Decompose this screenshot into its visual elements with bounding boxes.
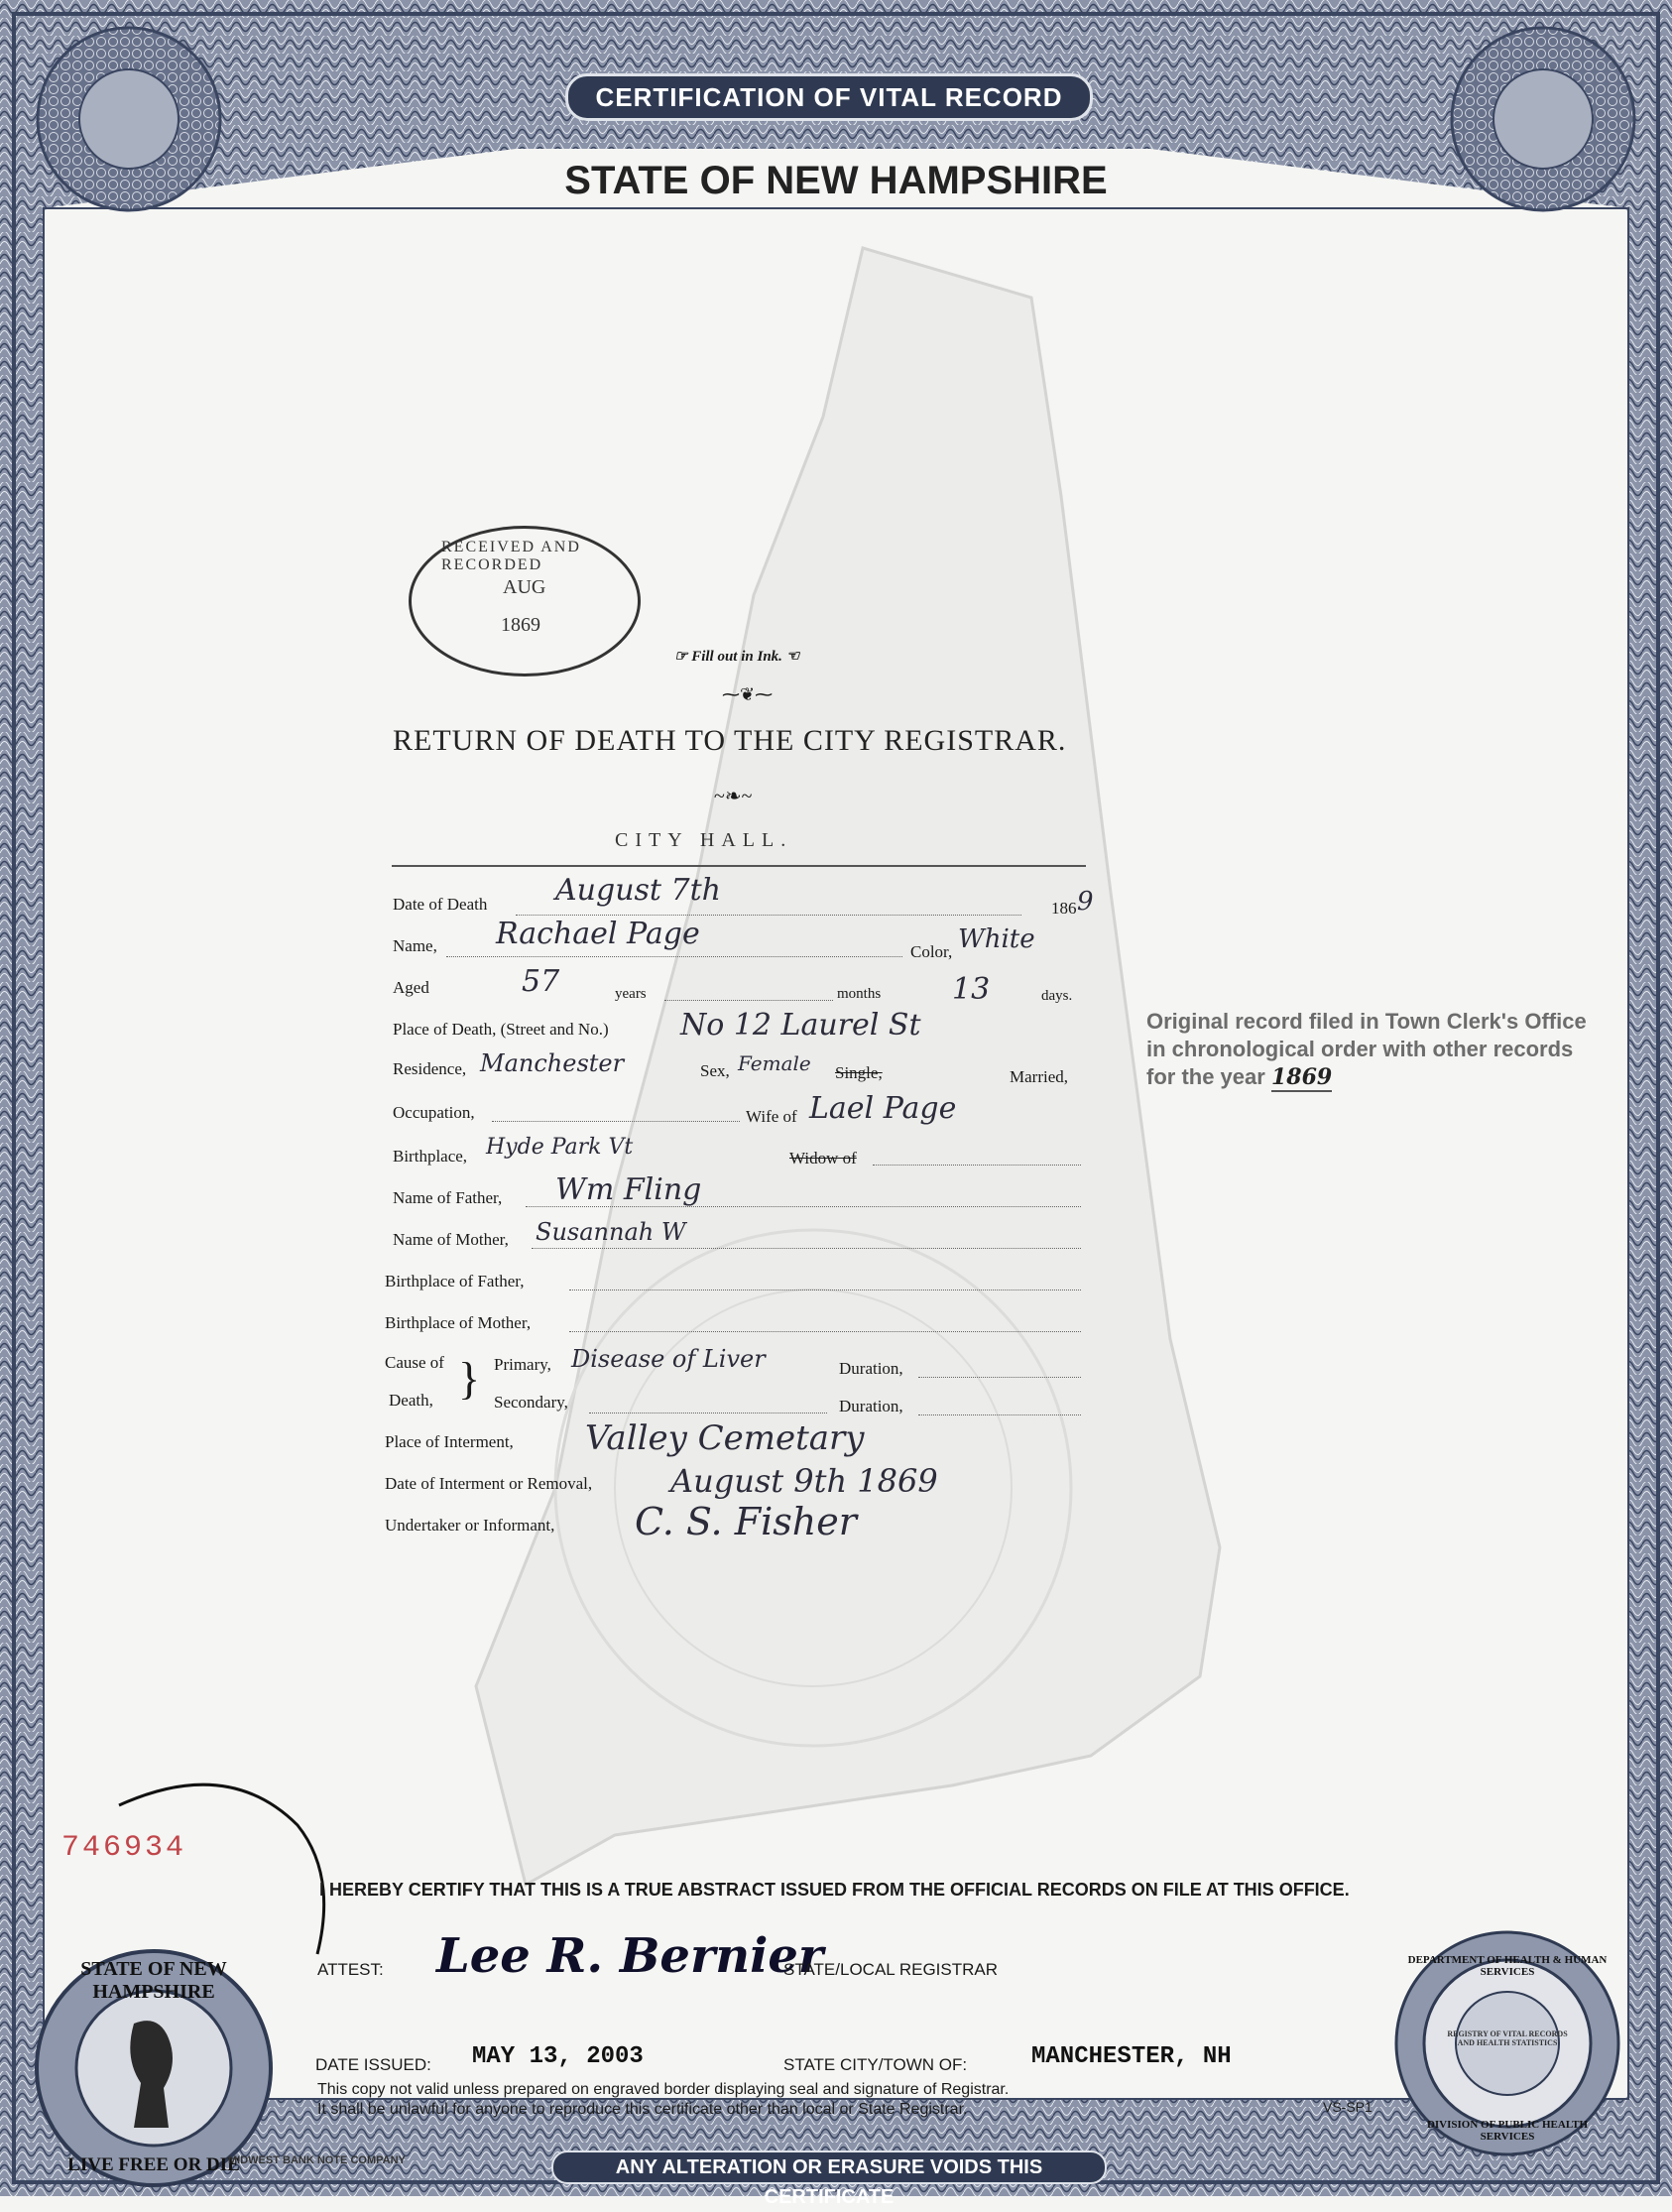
occupation-line: [492, 1121, 740, 1122]
undertaker-label: Undertaker or Informant,: [385, 1516, 555, 1535]
occupation-label: Occupation,: [393, 1103, 475, 1122]
stamp-text: RECEIVED AND RECORDED: [441, 539, 581, 573]
aged-label: Aged: [393, 978, 429, 997]
place-of-death-label: Place of Death, (Street and No.): [393, 1020, 609, 1039]
color-label: Color,: [910, 942, 953, 961]
date-issued-label: DATE ISSUED:: [315, 2055, 431, 2074]
pointing-hand-icon: ☞: [674, 649, 692, 665]
date-of-death-label: Date of Death: [393, 895, 488, 914]
ornament-divider: ~❧~: [714, 786, 753, 807]
undertaker-value: C. S. Fisher: [635, 1500, 857, 1543]
aged-line: [664, 1000, 833, 1001]
pen-stroke: [109, 1766, 347, 1964]
registrar-label: STATE/LOCAL REGISTRAR: [783, 1960, 999, 1979]
primary-label: Primary,: [494, 1355, 551, 1374]
date-of-death-year-written: 9: [1077, 887, 1094, 917]
date-of-death-value: August 7th: [555, 873, 721, 908]
city-value: MANCHESTER, NH: [1031, 2043, 1232, 2070]
filing-note-year: 1869: [1270, 1064, 1333, 1090]
aged-value: 57: [522, 964, 560, 999]
interment-label: Place of Interment,: [385, 1432, 514, 1451]
divider-rule: [392, 865, 1086, 867]
color-value: White: [958, 924, 1035, 954]
interment-date-value: August 9th 1869: [670, 1462, 938, 1500]
state-seal-motto: LIVE FREE OR DIE: [67, 2154, 240, 2175]
attest-label: ATTEST:: [317, 1960, 384, 1979]
married-label: Married,: [1010, 1067, 1069, 1086]
alteration-warning: ANY ALTERATION OR ERASURE VOIDS THIS CERTIFICATE: [551, 2151, 1107, 2184]
interment-date-label: Date of Interment or Removal,: [385, 1474, 593, 1493]
birthplace-mother-label: Birthplace of Mother,: [385, 1313, 532, 1332]
ornament-divider: ⁓❦⁓: [722, 684, 774, 704]
name-label: Name,: [393, 936, 437, 955]
birthplace-father-label: Birthplace of Father,: [385, 1272, 525, 1290]
filing-note: [1146, 1008, 1603, 1091]
state-title: STATE OF NEW HAMPSHIRE: [564, 159, 1108, 202]
printer-name: MIDWEST BANK NOTE COMPANY: [228, 2154, 406, 2166]
father-value: Wm Fling: [555, 1172, 702, 1207]
department-seal-inner-text: REGISTRY OF VITAL RECORDS AND HEALTH STATISTICS: [1447, 2029, 1568, 2047]
secondary-label: Secondary,: [494, 1393, 568, 1412]
place-of-death-value: No 12 Laurel St: [680, 1008, 921, 1043]
months-value: 13: [952, 972, 991, 1007]
death-label: Death,: [389, 1391, 433, 1410]
sex-value: Female: [738, 1051, 811, 1075]
department-seal-bottom-text: DIVISION OF PUBLIC HEALTH SERVICES: [1426, 2119, 1589, 2143]
department-seal: [1388, 1924, 1626, 2162]
certification-banner: CERTIFICATION OF VITAL RECORD: [565, 73, 1093, 121]
certification-statement: I HEREBY CERTIFY THAT THIS IS A TRUE ABSTRACT ISSUED FROM THE OFFICIAL RECORDS ON FILE AT THIS OFFICE.: [319, 1880, 1350, 1900]
validity-line-2: It shall be unlawful for anyone to reproduce this certificate other than local or State Registrar.: [317, 2101, 968, 2118]
sex-label: Sex,: [700, 1061, 730, 1080]
interment-value: Valley Cemetary: [585, 1418, 865, 1458]
pointing-hand-icon-right: ☜: [781, 649, 800, 665]
mother-line: [532, 1248, 1081, 1249]
residence-label: Residence,: [393, 1059, 467, 1078]
state-seal-top-text: STATE OF NEW HAMPSHIRE: [80, 1958, 227, 2003]
years-label: years: [615, 986, 647, 1002]
city-label: STATE CITY/TOWN OF:: [783, 2055, 968, 2074]
filing-note-text: Original record filed in Town Clerk's Office in chronological order with other records for the year: [1146, 1009, 1587, 1089]
birthplace-mother-line: [569, 1331, 1081, 1332]
received-stamp: [409, 526, 641, 676]
cause-of-label: Cause of: [385, 1353, 444, 1372]
duration-secondary-line: [918, 1414, 1081, 1415]
registrar-signature: Lee R. Bernier: [436, 1928, 824, 1984]
single-label: Single,: [835, 1063, 883, 1082]
mother-value: Susannah W: [536, 1218, 686, 1246]
ink-note: [674, 647, 799, 666]
primary-value: Disease of Liver: [571, 1345, 766, 1373]
name-line: [446, 956, 902, 957]
department-seal-outer-text: DEPARTMENT OF HEALTH & HUMAN SERVICES: [1407, 1954, 1608, 1978]
duration-secondary-label: Duration,: [839, 1397, 903, 1415]
stamp-month: AUG: [503, 576, 546, 598]
name-value: Rachael Page: [496, 917, 700, 951]
wife-of-label: Wife of: [746, 1107, 797, 1126]
months-label: months: [837, 986, 882, 1002]
days-label: days.: [1041, 988, 1073, 1004]
form-code: VS-SP1: [1323, 2099, 1373, 2115]
serial-number: 746934: [61, 1831, 187, 1865]
brace-icon: }: [458, 1353, 481, 1404]
validity-line-1: This copy not valid unless prepared on engraved border displaying seal and signature of Registrar.: [317, 2081, 1010, 2098]
residence-value: Manchester: [480, 1049, 625, 1077]
widow-of-label: Widow of: [789, 1149, 857, 1167]
duration-primary-label: Duration,: [839, 1359, 903, 1378]
date-issued-value: MAY 13, 2003: [472, 2043, 644, 2070]
ink-note-text: Fill out in Ink.: [691, 649, 782, 665]
wife-of-value: Lael Page: [809, 1091, 957, 1126]
duration-primary-line: [918, 1377, 1081, 1378]
father-label: Name of Father,: [393, 1188, 503, 1207]
city-hall-label: CITY HALL.: [615, 829, 793, 851]
widow-of-line: [873, 1165, 1081, 1166]
birthplace-label: Birthplace,: [393, 1147, 468, 1166]
stamp-year: 1869: [501, 614, 540, 636]
date-of-death-year-printed: 186: [1051, 899, 1077, 918]
birthplace-value: Hyde Park Vt: [486, 1135, 634, 1160]
form-title: RETURN OF DEATH TO THE CITY REGISTRAR.: [393, 724, 1067, 757]
father-line: [526, 1206, 1081, 1207]
mother-label: Name of Mother,: [393, 1230, 509, 1249]
date-of-death-line: [516, 915, 1021, 916]
